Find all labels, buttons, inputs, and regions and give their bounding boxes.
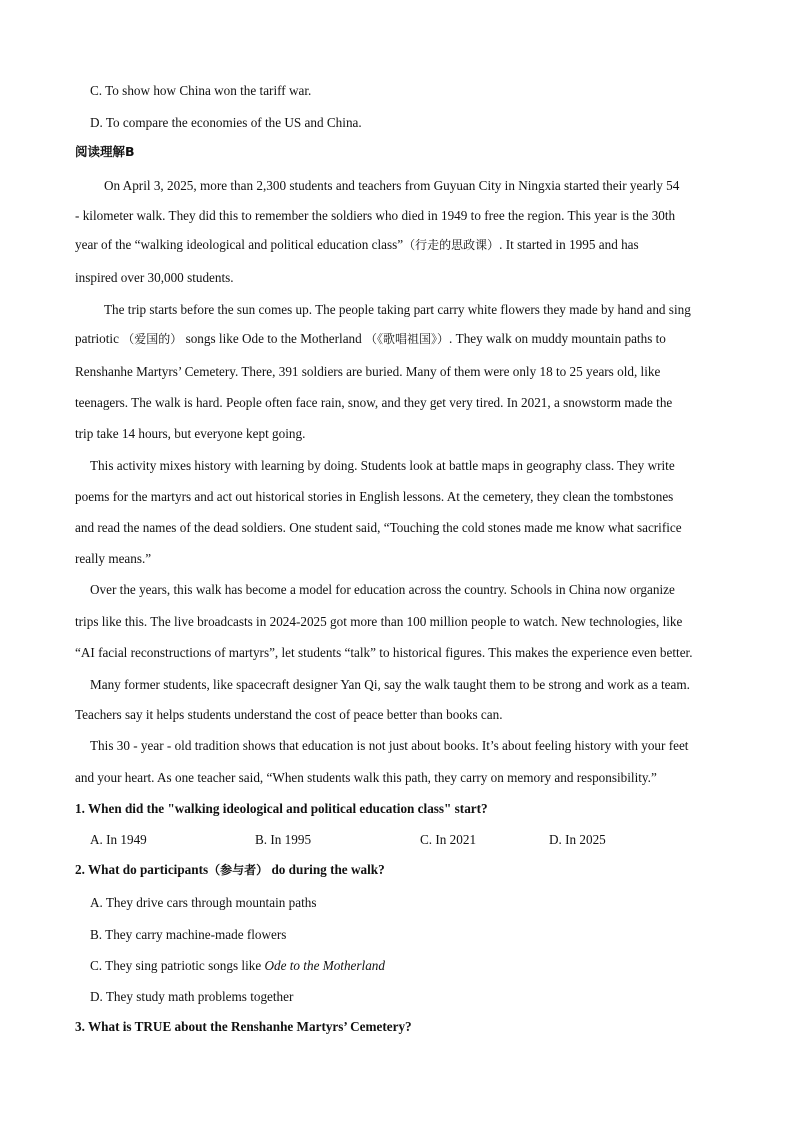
p2-line-2 xyxy=(75,330,666,348)
q2-option-c xyxy=(90,957,385,975)
p3-line-1: This activity mixes history with learning by doing. Students look at battle maps in geography class. They write xyxy=(90,458,675,473)
q2-option-c-text: C. They sing patriotic songs like xyxy=(90,958,265,973)
p5-line-1: Many former students, like spacecraft designer Yan Qi, say the walk taught them to be strong and work as a team. xyxy=(90,677,690,692)
p2-line-2-a: patriotic xyxy=(75,331,119,346)
question-3: 3. What is TRUE about the Renshanhe Martyrs’ Cemetery? xyxy=(75,1019,412,1034)
p6-line-2: and your heart. As one teacher said, “When students walk this path, they carry on memory and responsibility.” xyxy=(75,770,657,785)
p1-line-1: On April 3, 2025, more than 2,300 students and teachers from Guyuan City in Ningxia started their yearly 54 xyxy=(104,178,680,193)
p2-line-2-c: songs like Ode to the Motherland xyxy=(185,331,362,346)
prev-option-d xyxy=(90,114,362,132)
p3-line-3: and read the names of the dead soldiers. One student said, “Touching the cold stones made me know what sacrifice xyxy=(75,520,682,535)
option-label: C. xyxy=(90,83,103,98)
question-1: 1. When did the "walking ideological and political education class" start? xyxy=(75,801,488,816)
p1-line-4: inspired over 30,000 students. xyxy=(75,270,234,285)
p3-line-2: poems for the martyrs and act out historical stories in English lessons. At the cemetery, they clean the tombstones xyxy=(75,489,674,504)
section-title: 阅读理解B xyxy=(75,144,135,159)
q2-option-c-title: Ode to the Motherland xyxy=(264,958,385,973)
q2-text-cn: （参与者） xyxy=(208,863,269,877)
option-text: To show how China won the tariff war. xyxy=(105,83,312,98)
p1-line-3-a: year of the “walking ideological and political education class” xyxy=(75,237,404,252)
question-2 xyxy=(75,861,385,879)
p5-line-2: Teachers say it helps students understand the cost of peace better than books can. xyxy=(75,707,503,722)
p4-line-2: trips like this. The live broadcasts in 2024-2025 got more than 100 million people to watch. New technologies, like xyxy=(75,614,683,629)
p2-line-5: trip take 14 hours, but everyone kept going. xyxy=(75,426,306,441)
q1-option-c: C. In 2021 xyxy=(420,832,477,847)
p4-line-3: “AI facial reconstructions of martyrs”, let students “talk” to historical figures. This makes the experience even better. xyxy=(75,645,693,660)
p2-line-4: teenagers. The walk is hard. People often face rain, snow, and they get very tired. In 2021, a snowstorm made the xyxy=(75,395,673,410)
p2-line-2-e: . They walk on muddy mountain paths to xyxy=(449,331,666,346)
prev-option-c xyxy=(90,82,311,100)
p1-line-3-cn: （行走的思政课） xyxy=(403,238,500,252)
q2-text-c: do during the walk? xyxy=(268,862,385,877)
p1-line-3 xyxy=(75,236,639,254)
p6-line-1: This 30 - year - old tradition shows that education is not just about books. It’s about feeling history with your feet xyxy=(90,738,689,753)
p2-line-1: The trip starts before the sun comes up. The people taking part carry white flowers they made by hand and sing xyxy=(104,302,691,317)
q2-text-a: 2. What do participants xyxy=(75,862,209,877)
q1-option-d: D. In 2025 xyxy=(549,832,606,847)
q2-option-b: B. They carry machine-made flowers xyxy=(90,927,287,942)
p2-line-2-cn1: （爱国的） xyxy=(122,332,183,346)
q1-option-b: B. In 1995 xyxy=(255,832,312,847)
q2-option-a: A. They drive cars through mountain paths xyxy=(90,895,317,910)
q1-option-a: A. In 1949 xyxy=(90,832,147,847)
p2-line-3: Renshanhe Martyrs’ Cemetery. There, 391 soldiers are buried. Many of them were only 18 to 25 years old, like xyxy=(75,364,661,379)
p3-line-4: really means.” xyxy=(75,551,152,566)
p4-line-1: Over the years, this walk has become a model for education across the country. Schools in China now organize xyxy=(90,582,675,597)
q2-option-d: D. They study math problems together xyxy=(90,989,294,1004)
p1-line-2: - kilometer walk. They did this to remember the soldiers who died in 1949 to free the region. This year is the 30th xyxy=(75,208,676,223)
option-label: D. xyxy=(90,115,103,130)
p2-line-2-cn2: （《歌唱祖国》） xyxy=(365,332,450,346)
option-text: To compare the economies of the US and China. xyxy=(105,115,362,130)
p1-line-3-c: . It started in 1995 and has xyxy=(499,237,639,252)
